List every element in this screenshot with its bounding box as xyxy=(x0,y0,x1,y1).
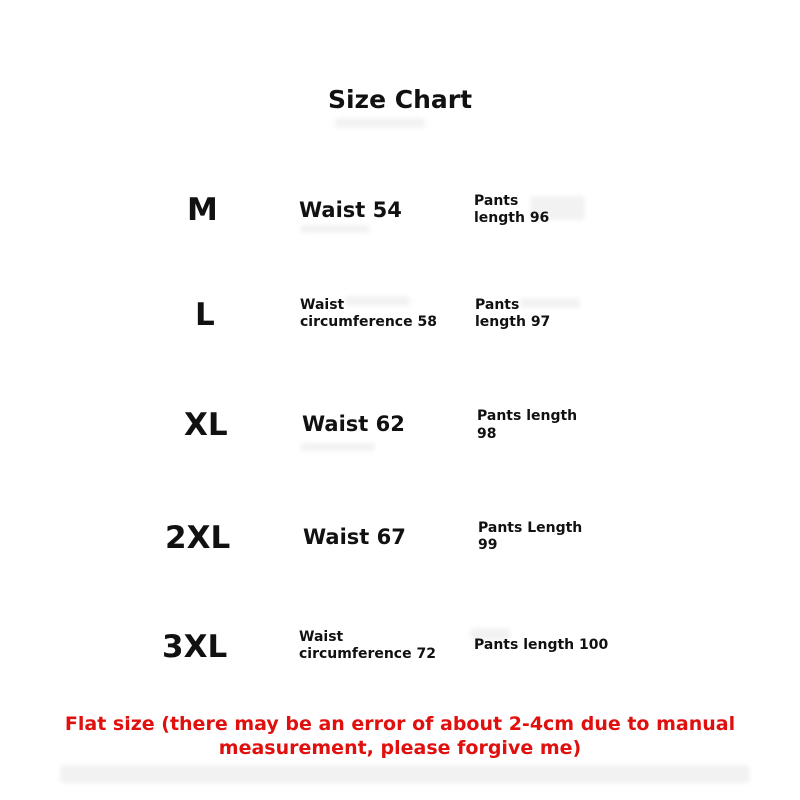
size-label: M xyxy=(187,192,218,228)
pants-length-line1: Pants length xyxy=(477,408,578,424)
note-line-2: measurement, please forgive me) xyxy=(218,737,582,759)
size-label: XL xyxy=(184,407,228,443)
waist-line2: circumference 58 xyxy=(300,314,437,330)
pants-length-line2: length 96 xyxy=(474,210,550,226)
pants-length-line1: Pants xyxy=(474,193,519,209)
background-smudge xyxy=(520,298,580,308)
background-smudge xyxy=(60,765,750,783)
pants-length-line1: Pants Length xyxy=(478,520,583,536)
waist-value: Waist 67 xyxy=(303,525,406,549)
pants-length-value: Pants length 100 xyxy=(474,637,609,653)
page-title: Size Chart xyxy=(327,85,473,114)
measurement-note xyxy=(30,712,770,760)
waist-value: Waist 54 xyxy=(299,198,402,222)
background-smudge xyxy=(300,443,375,451)
background-smudge xyxy=(335,118,425,128)
size-label: L xyxy=(195,297,215,333)
waist-line1: Waist xyxy=(299,629,344,645)
waist-line1: Waist xyxy=(300,297,345,313)
waist-value: Waist 62 xyxy=(302,412,405,436)
pants-length-line2: 99 xyxy=(478,537,498,553)
pants-length-line2: 98 xyxy=(477,426,497,442)
pants-length-line1: Pants xyxy=(475,297,520,313)
background-smudge xyxy=(300,225,370,233)
note-line-1: Flat size (there may be an error of about 2-4cm due to manual xyxy=(64,713,736,735)
pants-length-line2: length 97 xyxy=(475,314,551,330)
background-smudge xyxy=(345,296,410,306)
size-label: 2XL xyxy=(165,520,231,556)
waist-line2: circumference 72 xyxy=(299,646,436,662)
size-label: 3XL xyxy=(162,629,228,665)
